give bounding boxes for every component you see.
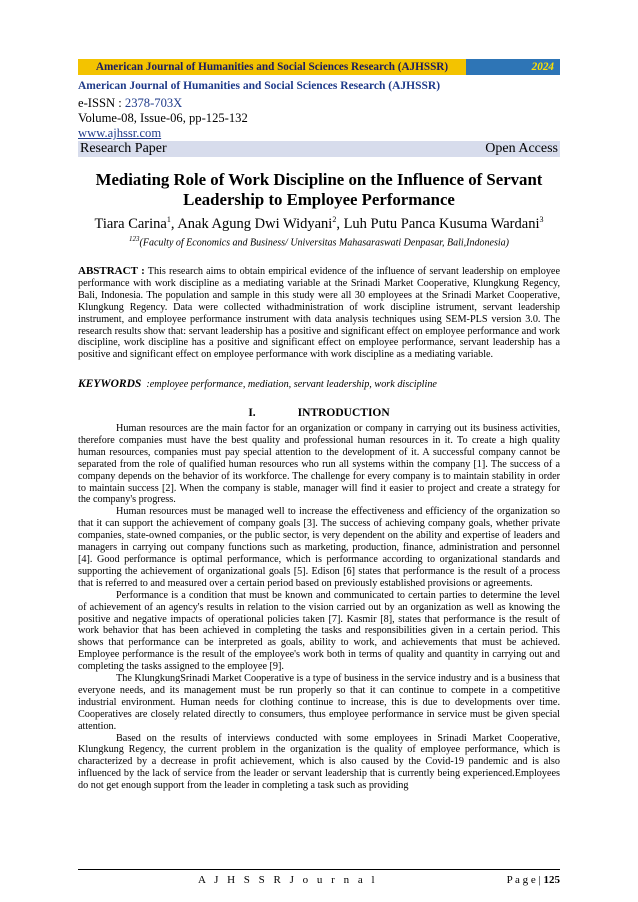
paper-type: Research Paper: [80, 141, 167, 156]
page-number: 125: [543, 874, 560, 886]
paragraph: Performance is a condition that must be known and communicated to certain parties to determine the level of achievement of an agency's results in relation to the vision carried out by an organization as well as knowing the positive and negative impacts of operational policies taken [7]. Kasmir [8], states that performance is the result of work behavior that has been achieved in completing the tasks and responsibilities given in a certain period. This shows that performance can be interpreted as goals, ability to work, and achievements that must be achieved. Employee performance is the result of the employee's work both in terms of quality and quantity in carrying out and completing the tasks assigned to the employee [9].: [78, 589, 560, 673]
author-1: Tiara Carina: [94, 215, 167, 232]
access-type: Open Access: [485, 141, 558, 156]
banner-year: 2024: [466, 59, 560, 75]
page-footer: [78, 874, 560, 886]
author-list: Tiara Carina$^1$, Anak Agung Dwi Widyani$^2$, Luh Putu Panca Kusuma Wardani$^3$: [94, 215, 544, 232]
journal-name: American Journal of Humanities and Social Sciences Research (AJHSSR): [78, 80, 441, 92]
section-heading: [78, 407, 560, 419]
abstract-label: ABSTRACT :: [78, 265, 145, 277]
title-line-2: Leadership to Employee Performance: [183, 190, 455, 209]
article-title: [78, 170, 560, 210]
keywords: [78, 378, 560, 390]
footer-divider: [78, 869, 560, 870]
issn-number: 2378-703X: [124, 96, 183, 110]
affiliation: [78, 235, 560, 248]
author-3-sup: 3: [539, 215, 544, 224]
journal-url-link[interactable]: www.ajhssr.com: [78, 126, 162, 140]
abstract-text: This research aims to obtain empirical evidence of the influence of servant leadership on employee performance with work discipline as a mediating variable at the Srinadi Market Cooperative, Klungkung Regency, Bali, Indonesia. The population and sample in this study were all 30 employees at the Srinadi Market Cooperative, Klungkung Regency. Data were collected withadministration of work discipline istrument, servant leadership instrument, and employee performance instrument with data analysis techniques using SEM-PLS version 3.0. The research results show that: servant leadership has a positive and significant effect on employee performance and work discipline, work discipline has a positive and significant effect on employee performance, servant leadership has a positive and significant effect on employee performance with work discipline as a mediating variable.: [78, 266, 560, 361]
paragraph: Based on the results of interviews conducted with some employees in Srinadi Market Cooperative, Klungkung Regency, the current problem in the organization is the quality of employee performance, which is characterized by a decrease in profit achievement, which is also caused by the Covid-19 pandemic and is also influenced by the lack of service from the leader or servant leadership that is currently being experienced.Employees do not get enough support from the leader in completing a task such as providing: [78, 732, 560, 792]
author-2: Anak Agung Dwi Widyani: [177, 215, 333, 232]
author-2-sup: 2: [332, 215, 337, 224]
author-1-sup: 1: [166, 215, 171, 224]
paragraph: The KlungkungSrinadi Market Cooperative is a type of business in the service industry and is a business that everyone needs, and its management must be run properly so that it can continue to compete in a competitive industrial environment. Human needs for clothing continue to increase, this is due to developments over time. Cooperatives are closely related directly to consumers, thus employee performance in service must be given special attention.: [78, 673, 560, 732]
keywords-text: :employee performance, mediation, servant leadership, work discipline: [146, 379, 437, 390]
banner-journal-title: American Journal of Humanities and Social Sciences Research (AJHSSR): [78, 59, 466, 75]
issn: [78, 96, 182, 111]
paragraph: Human resources must be managed well to increase the effectiveness and efficiency of the organization so that it can support the achievement of company goals [3]. The success of achieving company goals, whether private companies, state-owned companies, or the public sector, is very dependent on the ability and expertise of leaders and managers in carrying out company functions such as marketing, production, finance, administration and personnel [4]. Good performance is optimal performance, which is performance according to organizational standards and supporting the achievement of organizational goals [5]. Edison [6] states that performance is the result of a process that is referred to and measured over a certain period based on previously established provisions or agreements.: [78, 506, 560, 589]
affiliation-sup: 123: [129, 235, 140, 243]
footer-page: [507, 874, 560, 886]
keywords-label: KEYWORDS: [78, 378, 142, 390]
paper-type-bar: [78, 141, 560, 157]
author-3: Luh Putu Panca Kusuma Wardani: [343, 215, 540, 232]
title-line-1: Mediating Role of Work Discipline on the Influence of Servant: [95, 170, 543, 189]
footer-journal: A J H S S R J o u r n a l: [198, 874, 378, 886]
section-number: I.: [248, 407, 256, 419]
volume-issue: Volume-08, Issue-06, pp-125-132: [78, 111, 248, 125]
paragraph: Human resources are the main factor for an organization or company in carrying out its business activities, therefore companies must have the best quality and professional human resources in it. To create a high quality human resources, companies must pay special attention to the development of it. A successful company cannot be separated from the role of qualified human resources who run all systems within the company [1]. The success of a company depends on the behavior of its workforce. The challenge for every company is to maintain stability in order to maintain success [2]. When the company is stable, manager will find it easier to project and create a strategy for the company's progress.: [78, 423, 560, 506]
issn-label: e-ISSN :: [78, 96, 125, 110]
affiliation-text: (Faculty of Economics and Business/ Universitas Mahasaraswati Denpasar, Bali,Indonesia): [139, 237, 509, 249]
page-label: P a g e |: [506, 874, 544, 886]
introduction-body: [78, 423, 560, 792]
journal-banner: [78, 59, 560, 75]
abstract: [78, 266, 560, 361]
section-title: INTRODUCTION: [297, 407, 390, 419]
